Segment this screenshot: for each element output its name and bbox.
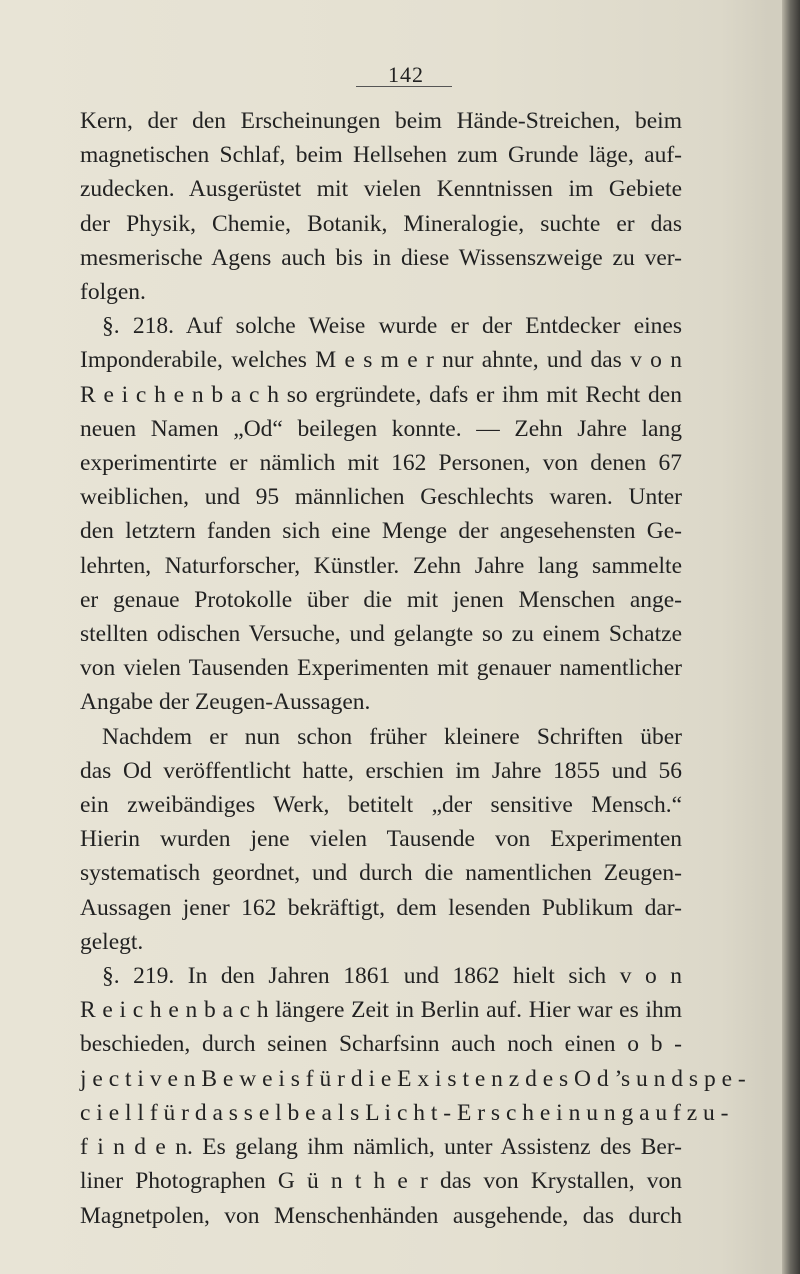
text-line: systematisch geordnet, und durch die namentlichen Zeugen- bbox=[80, 860, 682, 887]
text-line: folgen. bbox=[80, 279, 146, 306]
text-line: ein zweibändiges Werk, betitelt „der sensitive Mensch.“ bbox=[80, 792, 682, 819]
text-line: Angabe der Zeugen-Aussagen. bbox=[80, 689, 371, 716]
text-line: Magnetpolen, von Menschenhänden ausgehende, das durch bbox=[80, 1202, 682, 1229]
text-line: c i e l l f ü r d a s s e l b e a l s L i c h t - E r s c h e i n u n g a u f z u - bbox=[80, 1099, 729, 1126]
text-line: §. 219. In den Jahren 1861 und 1862 hielt sich v o n bbox=[102, 963, 682, 990]
text-line: beschieden, durch seinen Scharfsinn auch noch einen o b - bbox=[80, 1031, 682, 1058]
body-text bbox=[80, 104, 746, 1233]
text-line: stellten odischen Versuche, und gelangte so zu einem Schatze bbox=[80, 621, 682, 648]
text-line: Hierin wurden jene vielen Tausende von Experimenten bbox=[80, 826, 682, 853]
text-line: von vielen Tausenden Experimenten mit genauer namentlicher bbox=[80, 655, 682, 682]
text-line: den letztern fanden sich eine Menge der angesehensten Ge- bbox=[80, 518, 682, 545]
text-line: f i n d e n. Es gelang ihm nämlich, unter Assistenz des Ber- bbox=[80, 1134, 682, 1161]
text-line: experimentirte er nämlich mit 162 Personen, von denen 67 bbox=[80, 450, 682, 477]
page-number-underline bbox=[356, 86, 452, 87]
text-line: das Od veröffentlicht hatte, erschien im Jahre 1855 und 56 bbox=[80, 757, 682, 784]
text-line: Nachdem er nun schon früher kleinere Schriften über bbox=[102, 723, 682, 750]
text-line: mesmerische Agens auch bis in diese Wissenszweige zu ver- bbox=[80, 244, 682, 271]
text-line: weiblichen, und 95 männlichen Geschlechts waren. Unter bbox=[80, 484, 682, 511]
text-line: j e c t i v e n B e w e i s f ü r d i e E x i s t e n z d e s O d ’s u n d s p e - bbox=[80, 1065, 746, 1092]
text-line: lehrten, Naturforscher, Künstler. Zehn Jahre lang sammelte bbox=[80, 552, 682, 579]
text-line: R e i c h e n b a c h längere Zeit in Berlin auf. Hier war es ihm bbox=[80, 997, 682, 1024]
text-line: er genaue Protokolle über die mit jenen Menschen ange- bbox=[80, 586, 682, 613]
book-gutter bbox=[782, 0, 800, 1274]
text-line: liner Photographen G ü n t h e r das von Krystallen, von bbox=[80, 1168, 682, 1195]
text-line: magnetischen Schlaf, beim Hellsehen zum Grunde läge, auf- bbox=[80, 142, 682, 169]
text-line: Aussagen jener 162 bekräftigt, dem lesenden Publikum dar- bbox=[80, 894, 682, 921]
text-line: R e i c h e n b a c h so ergründete, dafs er ihm mit Recht den bbox=[80, 381, 682, 408]
text-line: der Physik, Chemie, Botanik, Mineralogie, suchte er das bbox=[80, 210, 682, 237]
text-line: Imponderabile, welches M e s m e r nur ahnte, und das v o n bbox=[80, 347, 682, 374]
text-line: neuen Namen „Od“ beilegen konnte. — Zehn Jahre lang bbox=[80, 415, 682, 442]
page-number: 142 bbox=[388, 62, 424, 87]
text-line: gelegt. bbox=[80, 928, 144, 955]
text-line: zudecken. Ausgerüstet mit vielen Kenntnissen im Gebiete bbox=[80, 176, 682, 203]
text-line: Kern, der den Erscheinungen beim Hände-Streichen, beim bbox=[80, 108, 682, 134]
text-line: §. 218. Auf solche Weise wurde er der Entdecker eines bbox=[102, 313, 682, 340]
